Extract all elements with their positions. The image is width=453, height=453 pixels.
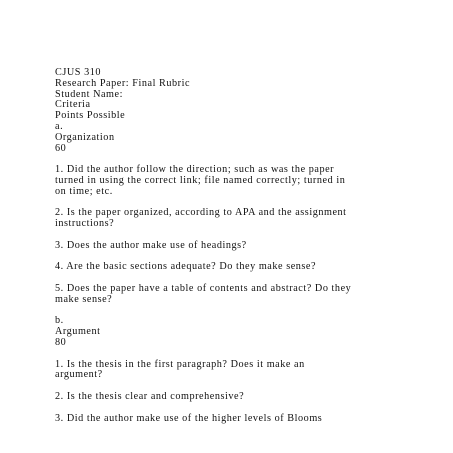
- question-line: make sense?: [55, 293, 113, 305]
- section-letter: a.: [55, 120, 64, 132]
- question-line: on time; etc.: [55, 185, 113, 197]
- question-line: 2. Is the thesis clear and comprehensive?: [55, 390, 245, 402]
- question-line: 1. Did the author follow the direction; such as was the paper: [55, 164, 335, 176]
- question-line: 3. Did the author make use of the higher levels of Blooms: [55, 412, 323, 424]
- section-points: 80: [55, 336, 67, 348]
- criteria-label: Criteria: [55, 99, 91, 111]
- question-line: 5. Does the paper have a table of contents and abstract? Do they: [55, 282, 352, 294]
- section-argument: [55, 316, 435, 424]
- student-name-label: Student Name:: [55, 88, 123, 100]
- question-line: 1. Is the thesis in the first paragraph? Does it make an: [55, 358, 305, 370]
- section-points: 60: [55, 142, 67, 154]
- rubric-document: [55, 68, 435, 424]
- question-line: argument?: [55, 369, 103, 381]
- section-name: Organization: [55, 131, 115, 143]
- course-code: CJUS 310: [55, 67, 102, 78]
- question-item: [55, 262, 435, 273]
- section-name: Argument: [55, 326, 101, 338]
- question-line: instructions?: [55, 218, 115, 230]
- question-item: [55, 360, 435, 382]
- question-item: [55, 165, 435, 197]
- question-line: 3. Does the author make use of headings?: [55, 239, 247, 251]
- section-organization: [55, 122, 435, 306]
- document-title: Research Paper: Final Rubric: [55, 77, 191, 89]
- section-letter: b.: [55, 315, 64, 327]
- question-item: [55, 241, 435, 252]
- question-item: [55, 284, 435, 306]
- question-item: [55, 392, 435, 403]
- question-item: [55, 208, 435, 230]
- question-line: 4. Are the basic sections adequate? Do they make sense?: [55, 261, 317, 273]
- question-item: [55, 414, 435, 425]
- question-line: turned in using the correct link; file named correctly; turned in: [55, 174, 346, 186]
- points-possible-label: Points Possible: [55, 110, 126, 122]
- question-line: 2. Is the paper organized, according to APA and the assignment: [55, 207, 347, 219]
